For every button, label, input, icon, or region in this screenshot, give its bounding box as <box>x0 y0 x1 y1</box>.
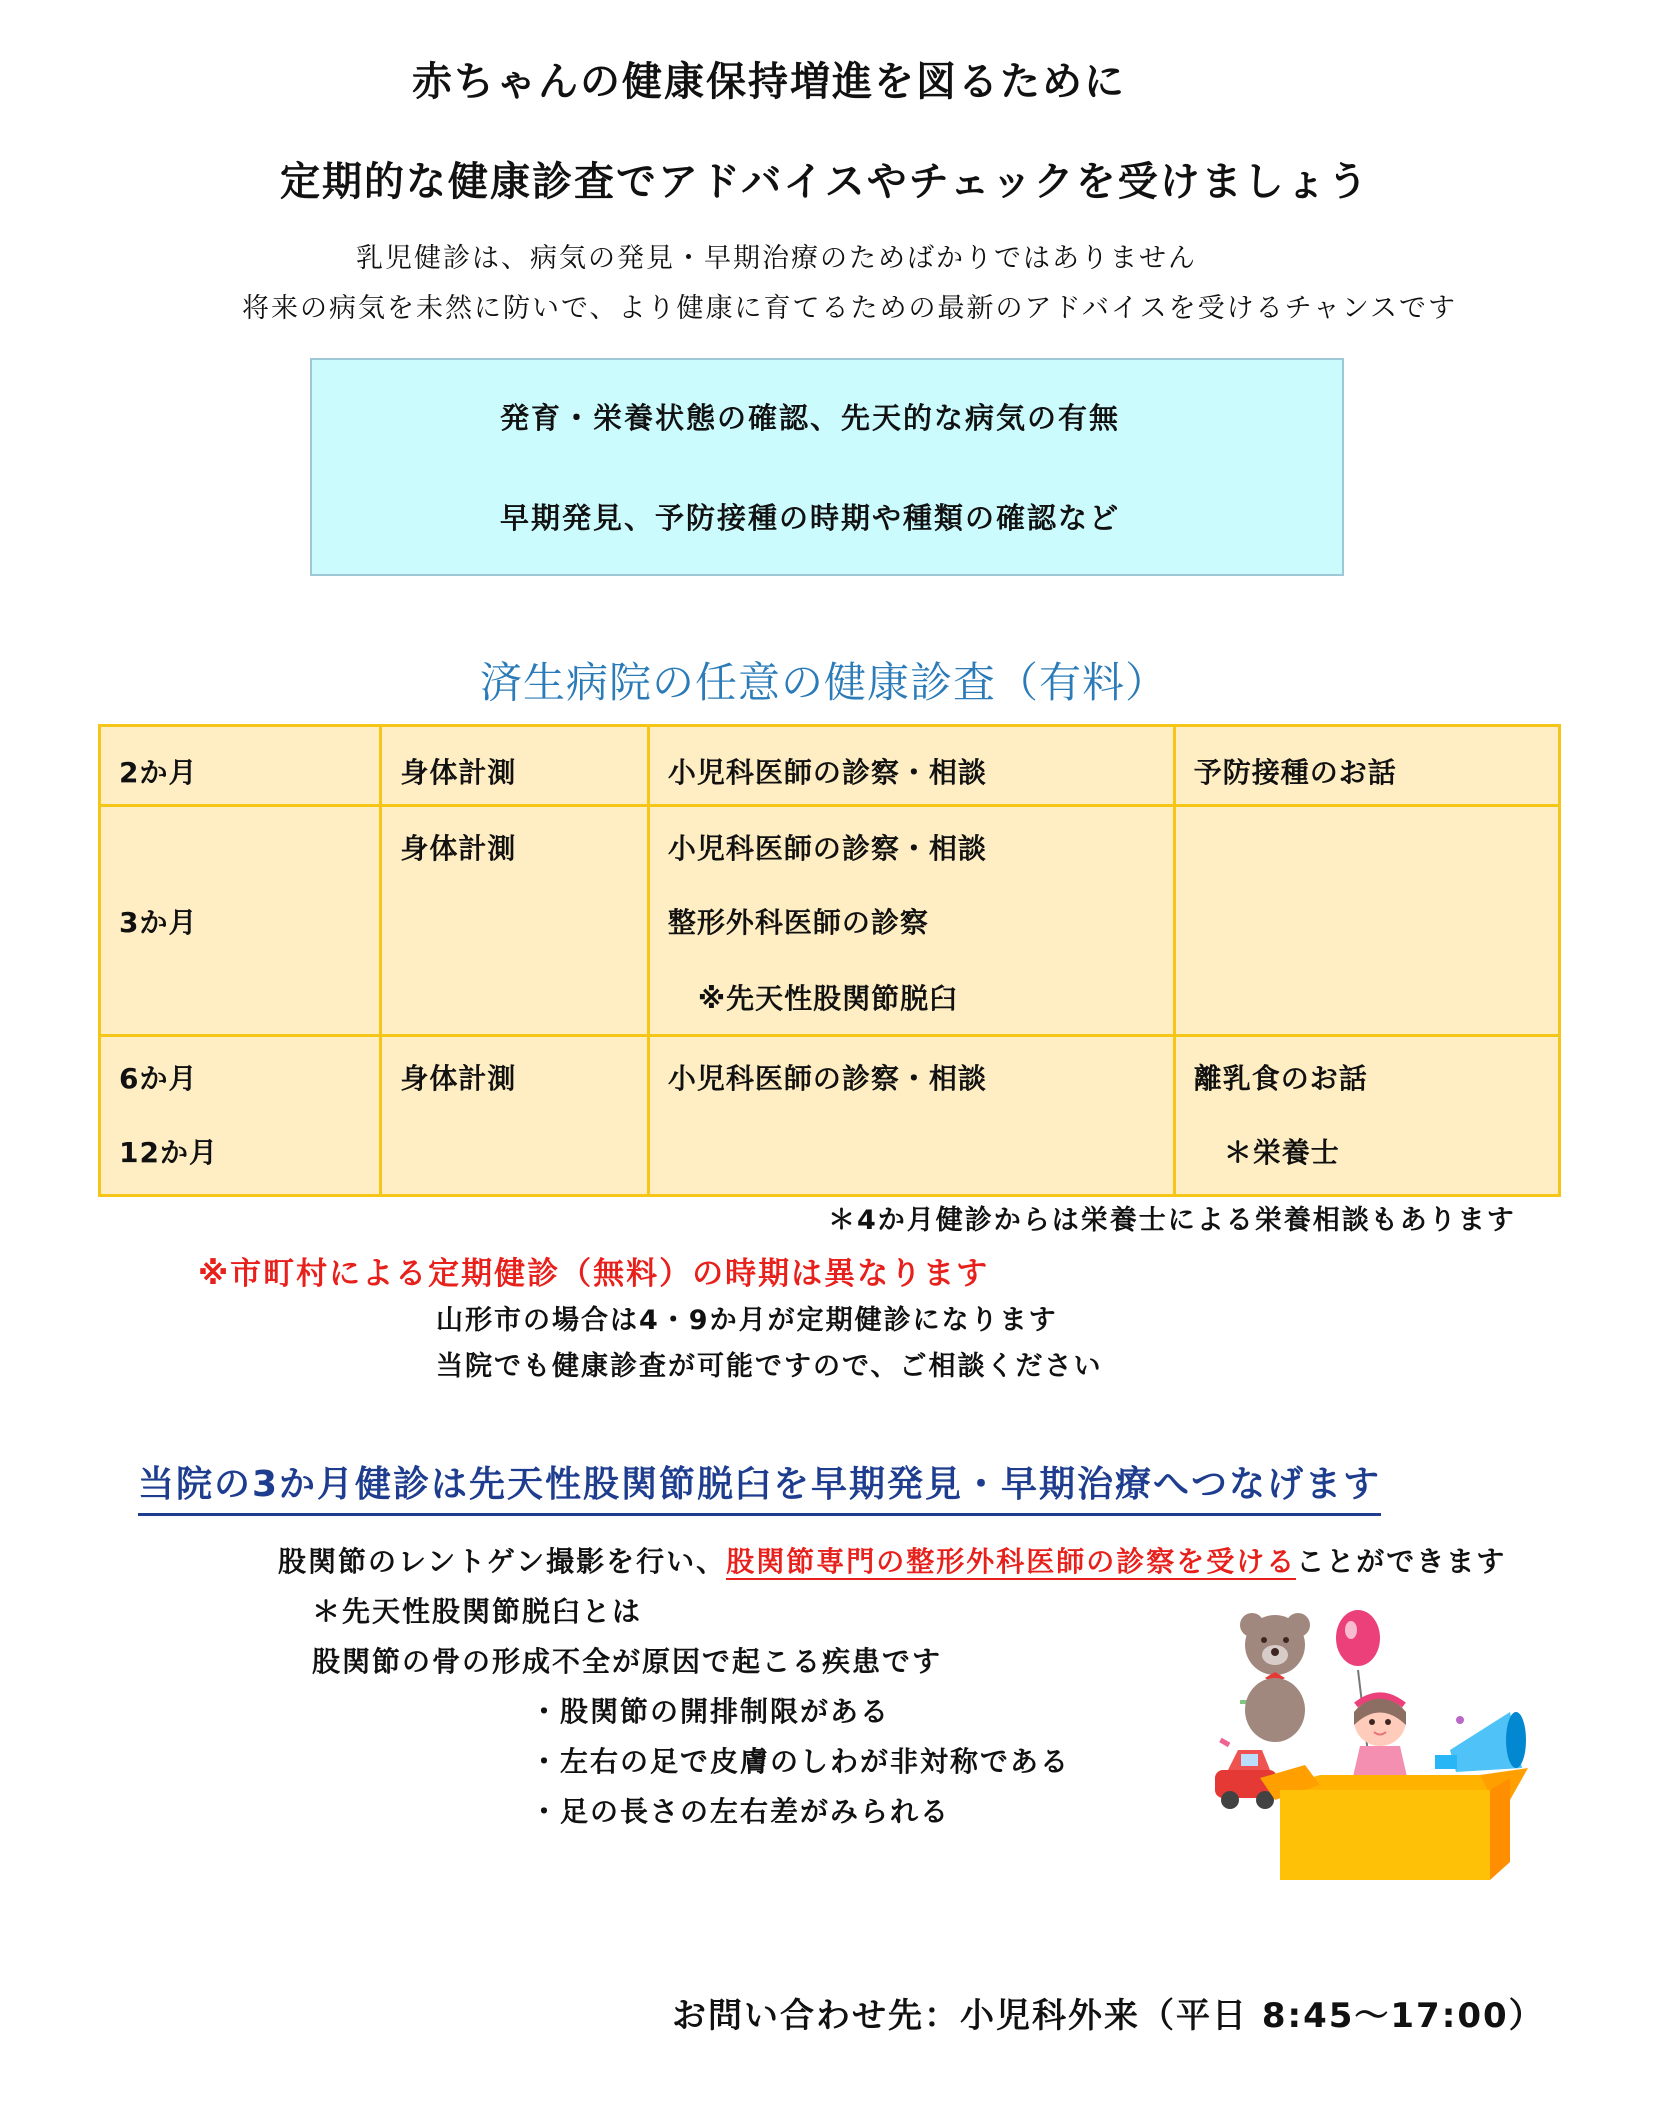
table-row <box>100 806 1560 1036</box>
doctor-note: ※先天性股関節脱臼 <box>697 982 959 1015</box>
extra-note: ＊栄養士 <box>1223 1136 1340 1169</box>
page-title-line1: 赤ちゃんの健康保持増進を図るために <box>412 59 1126 105</box>
measure-label: 身体計測 <box>400 1062 517 1095</box>
extra-cell <box>1174 726 1559 806</box>
doctor-cell <box>648 726 1174 806</box>
hip-bullet-2: ・左右の足で皮膚のしわが非対称である <box>530 1745 1071 1778</box>
extra-label: 予防接種のお話 <box>1193 756 1397 789</box>
table-note: ＊4か月健診からは栄養士による栄養相談もあります <box>828 1205 1516 1236</box>
municipal-line1: 山形市の場合は4・9か月が定期健診になります <box>436 1305 1058 1336</box>
exam-schedule-table <box>98 724 1561 1197</box>
doctor-cell <box>648 806 1174 1036</box>
hip-bullet-1: ・股関節の開排制限がある <box>530 1695 891 1728</box>
table-row <box>100 1036 1560 1196</box>
age-label: 12か月 <box>119 1136 218 1169</box>
hip-line1-highlight: 股関節専門の整形外科医師の診察を受ける <box>726 1545 1297 1578</box>
extra-label: 離乳食のお話 <box>1193 1062 1368 1095</box>
municipal-line2: 当院でも健康診査が可能ですので、ご相談ください <box>436 1351 1103 1382</box>
exam-section-title: 済生病院の任意の健康診査（有料） <box>480 658 1169 707</box>
measure-cell <box>381 806 648 1036</box>
doctor-label: 小児科医師の診察・相談 <box>667 1062 987 1095</box>
hip-line1-post: ことができます <box>1296 1545 1507 1578</box>
doctor-cell <box>648 1036 1174 1196</box>
checkup-point-2: 早期発見、予防接種の時期や種類の確認など <box>500 501 1121 535</box>
intro-line2: 将来の病気を未然に防いで、より健康に育てるための最新のアドバイスを受けるチャンスです <box>242 293 1458 324</box>
checkup-point-1: 発育・栄養状態の確認、先天的な病気の有無 <box>500 401 1121 435</box>
intro-line1: 乳児健診は、病気の発見・早期治療のためばかりではありません <box>356 243 1197 274</box>
measure-label: 身体計測 <box>400 832 517 865</box>
hip-section-title: 当院の3か月健診は先天性股関節脱臼を早期発見・早期治療へつなげます <box>138 1456 1381 1516</box>
age-cell <box>100 726 381 806</box>
age-label: 6か月 <box>119 1062 198 1095</box>
municipal-warning: ※市町村による定期健診（無料）の時期は異なります <box>198 1256 990 1292</box>
hip-line1 <box>278 1540 1506 1580</box>
measure-cell <box>381 726 648 806</box>
hip-definition-title: ＊先天性股関節脱臼とは <box>312 1595 643 1628</box>
measure-label: 身体計測 <box>400 756 517 789</box>
checkup-points-box <box>310 358 1344 576</box>
page-title-line2: 定期的な健康診査でアドバイスやチェックを受けましょう <box>280 159 1370 205</box>
extra-cell <box>1174 806 1559 1036</box>
extra-cell <box>1174 1036 1559 1196</box>
hip-line1-pre: 股関節のレントゲン撮影を行い、 <box>278 1545 727 1578</box>
age-label: 2か月 <box>119 756 198 789</box>
contact-info: お問い合わせ先：小児科外来（平日 8:45～17:00） <box>672 1996 1545 2036</box>
hip-definition-body: 股関節の骨の形成不全が原因で起こる疾患です <box>312 1645 943 1678</box>
age-label: 3か月 <box>119 906 198 939</box>
age-cell <box>100 806 381 1036</box>
measure-cell <box>381 1036 648 1196</box>
age-cell <box>100 1036 381 1196</box>
toy-box-icon <box>1210 1600 1540 1890</box>
doctor-label: 整形外科医師の診察 <box>667 906 929 939</box>
doctor-label: 小児科医師の診察・相談 <box>667 756 987 789</box>
hip-bullet-3: ・足の長さの左右差がみられる <box>530 1795 951 1828</box>
doctor-label: 小児科医師の診察・相談 <box>667 832 987 865</box>
table-row <box>100 726 1560 806</box>
